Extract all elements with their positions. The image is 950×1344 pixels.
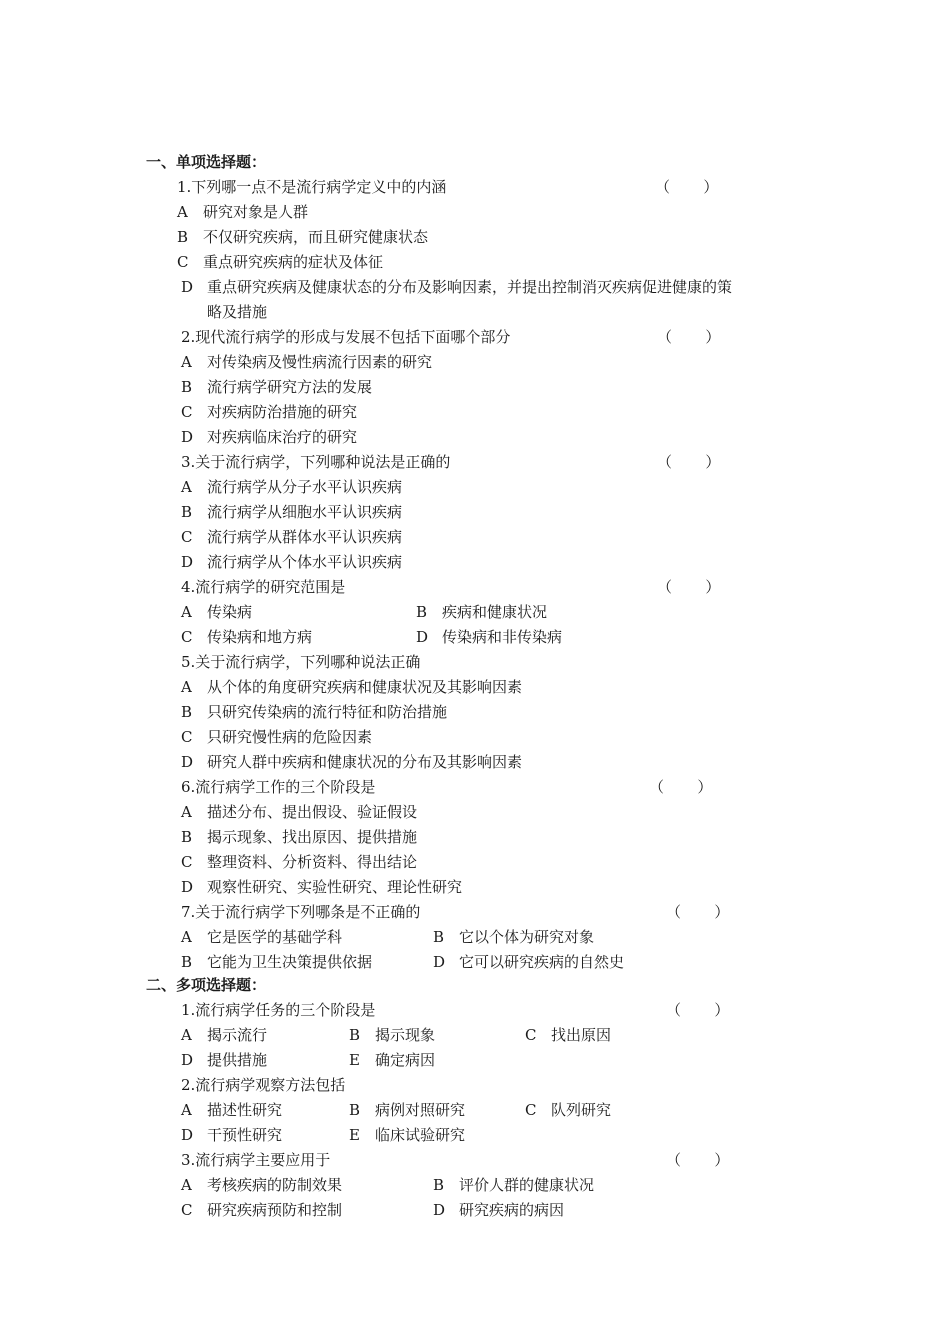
option-item[interactable]	[181, 750, 522, 774]
section-title-multi: 二、多项选择题：	[146, 976, 267, 994]
option-item[interactable]	[181, 1048, 267, 1072]
option-item[interactable]	[349, 1098, 465, 1122]
option-text: 对疾病防治措施的研究	[207, 403, 358, 421]
answer-bracket[interactable]: （ ）	[666, 1001, 730, 1019]
option-letter: E	[349, 1126, 360, 1144]
option-letter: A	[181, 928, 192, 946]
answer-bracket[interactable]: （ ）	[657, 578, 721, 596]
option-text: 流行病学研究方法的发展	[207, 378, 373, 396]
option-item[interactable]	[349, 1023, 435, 1047]
option-item[interactable]	[416, 625, 562, 649]
option-text: 重点研究疾病的症状及体征	[203, 253, 384, 271]
option-text: 找出原因	[551, 1026, 612, 1044]
question-stem: 1.流行病学任务的三个阶段是	[181, 1001, 376, 1019]
option-item[interactable]	[525, 1098, 611, 1122]
option-letter: B	[433, 1176, 445, 1194]
option-letter: A	[177, 203, 188, 221]
option-letter: A	[181, 1176, 192, 1194]
option-item[interactable]	[181, 950, 372, 974]
option-item[interactable]	[181, 1098, 282, 1122]
option-letter: B	[416, 603, 428, 621]
option-text: 研究人群中疾病和健康状况的分布及其影响因素	[207, 753, 523, 771]
option-item[interactable]	[433, 1198, 564, 1222]
option-text: 临床试验研究	[375, 1126, 466, 1144]
option-text: 描述性研究	[207, 1101, 283, 1119]
answer-bracket[interactable]: （ ）	[649, 778, 713, 796]
answer-bracket[interactable]: （ ）	[666, 1151, 730, 1169]
option-text-continued: 略及措施	[207, 303, 268, 321]
option-item[interactable]	[525, 1023, 611, 1047]
option-text: 流行病学从细胞水平认识疾病	[207, 503, 403, 521]
option-text: 只研究传染病的流行特征和防治措施	[207, 703, 448, 721]
option-text: 它是医学的基础学科	[207, 928, 343, 946]
option-letter: D	[433, 953, 446, 971]
question-stem: 3.关于流行病学，下列哪种说法是正确的	[181, 453, 451, 471]
option-letter: A	[181, 803, 192, 821]
option-text: 观察性研究、实验性研究、理论性研究	[207, 878, 463, 896]
option-item[interactable]	[181, 850, 417, 874]
option-letter: C	[181, 628, 193, 646]
option-text: 传染病	[207, 603, 253, 621]
option-text: 研究疾病的病因	[459, 1201, 565, 1219]
option-text: 揭示流行	[207, 1026, 268, 1044]
option-letter: B	[181, 378, 193, 396]
option-item[interactable]	[181, 400, 357, 424]
option-item[interactable]	[349, 1048, 435, 1072]
option-item[interactable]	[181, 425, 357, 449]
section-title-single: 一、单项选择题：	[146, 153, 267, 171]
option-letter: B	[181, 953, 193, 971]
option-letter: A	[181, 478, 192, 496]
option-text: 队列研究	[551, 1101, 612, 1119]
option-item[interactable]	[181, 500, 402, 524]
option-letter: C	[181, 528, 193, 546]
option-item[interactable]	[181, 675, 522, 699]
option-letter: C	[181, 403, 193, 421]
option-item[interactable]	[416, 600, 547, 624]
option-letter: D	[181, 753, 194, 771]
option-letter: A	[181, 678, 192, 696]
option-letter: C	[181, 1201, 193, 1219]
option-letter: D	[181, 428, 194, 446]
option-text: 研究对象是人群	[203, 203, 309, 221]
question-stem: 5.关于流行病学，下列哪种说法正确	[181, 653, 421, 671]
option-text: 对传染病及慢性病流行因素的研究	[207, 353, 433, 371]
option-text: 揭示现象	[375, 1026, 436, 1044]
option-text: 流行病学从分子水平认识疾病	[207, 478, 403, 496]
option-text: 它以个体为研究对象	[459, 928, 595, 946]
option-text: 评价人群的健康状况	[459, 1176, 595, 1194]
answer-bracket[interactable]: （ ）	[657, 453, 721, 471]
option-text: 它可以研究疾病的自然史	[459, 953, 625, 971]
option-text: 不仅研究疾病，而且研究健康状态	[203, 228, 429, 246]
option-text: 研究疾病预防和控制	[207, 1201, 343, 1219]
option-item[interactable]	[181, 275, 732, 299]
option-letter: B	[181, 703, 193, 721]
option-item[interactable]	[181, 825, 417, 849]
option-item[interactable]	[433, 1173, 594, 1197]
option-item[interactable]	[181, 600, 252, 624]
option-item[interactable]	[181, 1023, 267, 1047]
option-letter: E	[349, 1051, 360, 1069]
answer-bracket[interactable]: （ ）	[666, 903, 730, 921]
option-letter: C	[177, 253, 189, 271]
option-item[interactable]	[177, 225, 428, 249]
option-item[interactable]	[433, 950, 624, 974]
option-item[interactable]	[177, 200, 308, 224]
option-text: 从个体的角度研究疾病和健康状况及其影响因素	[207, 678, 523, 696]
option-item[interactable]	[181, 1173, 342, 1197]
option-letter: D	[433, 1201, 446, 1219]
question-stem: 4.流行病学的研究范围是	[181, 578, 346, 596]
option-text: 病例对照研究	[375, 1101, 466, 1119]
answer-bracket[interactable]: （ ）	[657, 328, 721, 346]
option-letter: A	[181, 353, 192, 371]
option-text: 对疾病临床治疗的研究	[207, 428, 358, 446]
option-item[interactable]	[181, 725, 372, 749]
option-item[interactable]	[181, 1123, 282, 1147]
option-item[interactable]	[181, 350, 432, 374]
option-item[interactable]	[181, 475, 402, 499]
option-item[interactable]	[181, 625, 312, 649]
question-stem: 3.流行病学主要应用于	[181, 1151, 331, 1169]
option-item[interactable]	[349, 1123, 465, 1147]
option-text: 它能为卫生决策提供依据	[207, 953, 373, 971]
option-letter: D	[181, 878, 194, 896]
option-letter: C	[181, 853, 193, 871]
option-item[interactable]	[181, 1198, 342, 1222]
option-text: 传染病和地方病	[207, 628, 313, 646]
option-letter: A	[181, 1101, 192, 1119]
option-letter: C	[525, 1101, 537, 1119]
option-text: 揭示现象、找出原因、提供措施	[207, 828, 418, 846]
question-stem: 2.流行病学观察方法包括	[181, 1076, 346, 1094]
option-letter: B	[181, 503, 193, 521]
option-item[interactable]	[181, 525, 402, 549]
option-letter: D	[181, 278, 194, 296]
option-text: 干预性研究	[207, 1126, 283, 1144]
option-letter: B	[177, 228, 189, 246]
option-letter: B	[433, 928, 445, 946]
option-item[interactable]	[177, 250, 383, 274]
option-text: 描述分布、提出假设、验证假设	[207, 803, 418, 821]
option-text: 传染病和非传染病	[442, 628, 563, 646]
option-item[interactable]	[181, 550, 402, 574]
option-letter: A	[181, 1026, 192, 1044]
option-text: 确定病因	[375, 1051, 436, 1069]
option-letter: D	[181, 1051, 194, 1069]
option-item[interactable]	[181, 375, 372, 399]
question-stem: 6.流行病学工作的三个阶段是	[181, 778, 376, 796]
option-letter: D	[416, 628, 429, 646]
option-text: 考核疾病的防制效果	[207, 1176, 343, 1194]
question-stem: 1.下列哪一点不是流行病学定义中的内涵	[177, 178, 447, 196]
option-text: 整理资料、分析资料、得出结论	[207, 853, 418, 871]
option-text: 流行病学从群体水平认识疾病	[207, 528, 403, 546]
option-item[interactable]	[181, 875, 462, 899]
question-stem: 2.现代流行病学的形成与发展不包括下面哪个部分	[181, 328, 511, 346]
option-letter: B	[349, 1101, 361, 1119]
option-text: 疾病和健康状况	[442, 603, 548, 621]
option-letter: D	[181, 553, 194, 571]
option-text: 只研究慢性病的危险因素	[207, 728, 373, 746]
option-item[interactable]	[433, 925, 594, 949]
option-text: 流行病学从个体水平认识疾病	[207, 553, 403, 571]
question-stem: 7.关于流行病学下列哪条是不正确的	[181, 903, 421, 921]
option-item[interactable]	[181, 925, 342, 949]
option-letter: B	[181, 828, 193, 846]
answer-bracket[interactable]: （ ）	[655, 178, 719, 196]
option-letter: B	[349, 1026, 361, 1044]
option-item[interactable]	[181, 700, 447, 724]
option-letter: C	[525, 1026, 537, 1044]
option-letter: C	[181, 728, 193, 746]
option-letter: D	[181, 1126, 194, 1144]
option-item[interactable]	[181, 800, 417, 824]
option-letter: A	[181, 603, 192, 621]
option-text: 提供措施	[207, 1051, 268, 1069]
option-text: 重点研究疾病及健康状态的分布及影响因素，并提出控制消灭疾病促进健康的策	[207, 278, 733, 296]
